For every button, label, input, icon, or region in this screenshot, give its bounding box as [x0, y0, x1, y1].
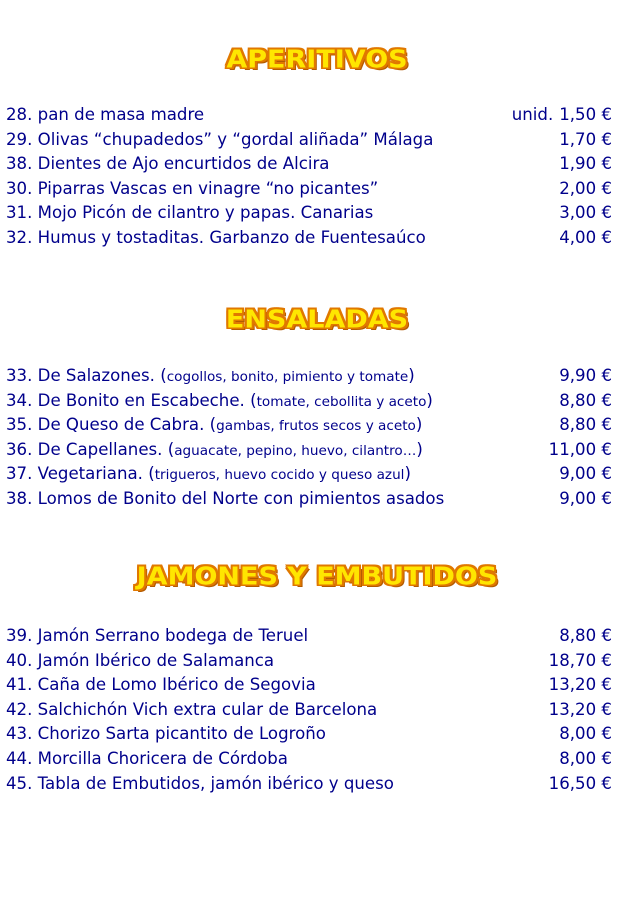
menu-item-name: 40. Jamón Ibérico de Salamanca	[6, 650, 275, 670]
menu-item-desc-close: )	[415, 415, 423, 435]
menu-item	[6, 389, 612, 414]
section-title-jamones-y-embutidos: JAMONES Y EMBUTIDOS	[136, 562, 498, 591]
section-title-aperitivos: APERITIVOS	[226, 45, 408, 74]
menu-item-name-group	[6, 389, 433, 415]
menu-item-price-group	[512, 103, 612, 128]
menu-item-name: 33. De Salazones.	[6, 366, 161, 385]
menu-item-name: 32. Humus y tostaditas. Garbanzo de Fuentesaúco	[6, 227, 426, 247]
menu-item-price: 1,50 €	[559, 105, 612, 124]
menu-item	[6, 673, 612, 698]
menu-item-name: 42. Salchichón Vich extra cular de Barcelona	[6, 699, 378, 719]
menu-item-price: 11,00 €	[548, 439, 612, 459]
menu-item-name: 28. pan de masa madre	[6, 105, 205, 124]
menu-item-price: 8,00 €	[559, 724, 612, 744]
menu-item-name-group	[6, 438, 423, 464]
menu-item-name: 35. De Queso de Cabra.	[6, 415, 210, 435]
menu-item-price: 9,90 €	[559, 366, 612, 385]
menu-item-name: 30. Piparras Vascas en vinagre “no picantes”	[6, 178, 379, 198]
menu-item-description: trigueros, huevo cocido y queso azul	[154, 467, 405, 484]
menu-item-description: cogollos, bonito, pimiento y tomate	[166, 369, 409, 385]
menu-item	[6, 487, 612, 512]
menu-item-desc-close: )	[416, 439, 423, 459]
menu-item	[6, 152, 612, 177]
menu-item-price: 4,00 €	[559, 227, 612, 247]
menu-item	[6, 698, 612, 723]
menu-item-price: 8,00 €	[559, 748, 612, 768]
menu-item	[6, 722, 612, 747]
menu-item-description: aguacate, pepino, huevo, cilantro…	[174, 442, 417, 459]
menu-list-jamones-y-embutidos	[6, 624, 612, 796]
menu-item-price: 8,80 €	[559, 415, 612, 435]
menu-item-name: 37. Vegetariana.	[6, 464, 149, 484]
menu-item-name: 29. Olivas “chupadedos” y “gordal aliñada” Málaga	[6, 129, 434, 149]
menu-item-price: 18,70 €	[548, 650, 612, 670]
menu-item-name: 36. De Capellanes.	[6, 439, 168, 459]
menu-item-desc-close: )	[426, 390, 433, 410]
menu-item-price: 16,50 €	[548, 773, 612, 793]
menu-item-price: 8,80 €	[559, 626, 612, 645]
menu-item-description: tomate, cebollita y aceto	[256, 393, 427, 410]
menu-item-name: 34. De Bonito en Escabeche.	[6, 390, 251, 410]
section-title-ensaladas: ENSALADAS	[225, 305, 409, 334]
menu-item-name: 31. Mojo Picón de cilantro y papas. Canarias	[6, 203, 374, 223]
menu-item-name: 44. Morcilla Choricera de Córdoba	[6, 748, 288, 768]
menu-item-unit: unid.	[511, 105, 554, 124]
menu-item	[6, 649, 612, 674]
menu-item-desc-close: )	[404, 464, 411, 484]
menu-item-price: 1,90 €	[559, 154, 612, 174]
menu-item-name: 41. Caña de Lomo Ibérico de Segovia	[6, 675, 316, 695]
menu-item-name: 38. Lomos de Bonito del Norte con pimientos asados	[6, 488, 445, 508]
menu-item	[6, 624, 612, 649]
menu-item-price: 8,80 €	[559, 390, 612, 410]
menu-item-name-group	[6, 364, 415, 390]
menu-item	[6, 226, 612, 251]
menu-item-name: 38. Dientes de Ajo encurtidos de Alcira	[6, 154, 330, 174]
menu-item-name: 43. Chorizo Sarta picantito de Logroño	[6, 724, 326, 744]
menu-item-price: 1,70 €	[559, 129, 612, 149]
menu-item-desc-open: (	[250, 390, 257, 410]
menu-item	[6, 103, 612, 128]
menu-item	[6, 747, 612, 772]
menu-item-desc-open: (	[167, 439, 175, 459]
menu-item-price: 9,00 €	[559, 488, 612, 508]
menu-item-desc-open: (	[148, 464, 155, 484]
menu-list-aperitivos	[6, 103, 612, 251]
menu-item-name-group	[6, 413, 422, 439]
menu-item	[6, 462, 612, 487]
menu-item	[6, 438, 612, 463]
menu-item-name-group	[6, 462, 411, 488]
menu-item-price: 9,00 €	[559, 464, 612, 484]
menu-item-name: 39. Jamón Serrano bodega de Teruel	[6, 626, 309, 645]
menu-item-name: 45. Tabla de Embutidos, jamón ibérico y queso	[6, 773, 394, 793]
menu-list-ensaladas	[6, 364, 612, 512]
menu-item	[6, 128, 612, 153]
menu-item	[6, 201, 612, 226]
menu-item-price: 3,00 €	[559, 203, 612, 223]
menu-item-desc-close: )	[408, 366, 415, 385]
menu-item	[6, 364, 612, 389]
menu-item-price: 2,00 €	[559, 178, 612, 198]
menu-item-price: 13,20 €	[548, 675, 612, 695]
menu-item	[6, 177, 612, 202]
menu-item	[6, 772, 612, 797]
menu-item-desc-open: (	[209, 415, 217, 435]
menu-item-desc-open: (	[160, 366, 167, 385]
menu-item-description: gambas, frutos secos y aceto	[216, 418, 416, 435]
menu-item-price: 13,20 €	[548, 699, 612, 719]
menu-item	[6, 413, 612, 438]
